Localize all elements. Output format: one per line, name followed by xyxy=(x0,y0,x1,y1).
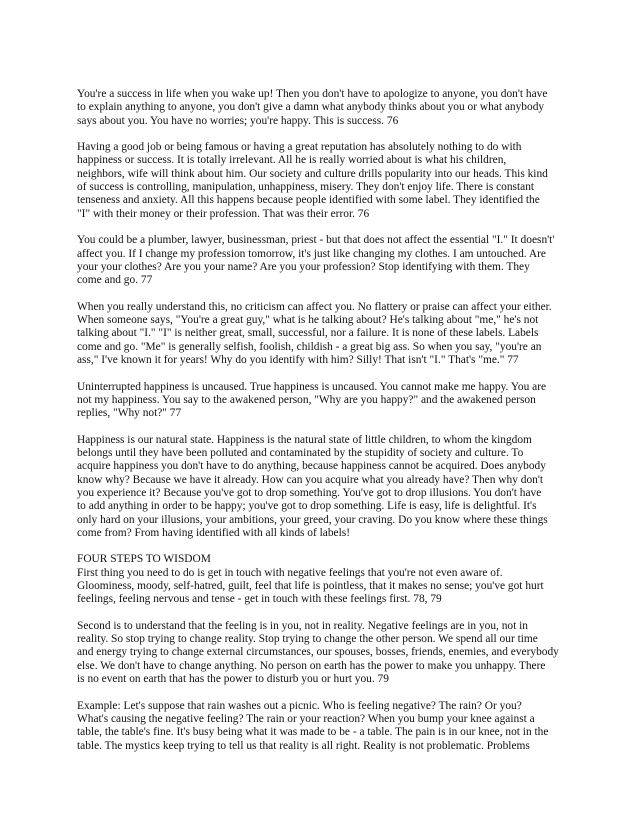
text-line: Example: Let's suppose that rain washes out a picnic. Who is feeling negative? The rain? Or you? xyxy=(77,699,522,712)
text-line: table. The mystics keep trying to tell us that reality is all right. Reality is not problematic. Problems xyxy=(77,739,530,752)
text-line: know why? Because we have it already. How can you acquire what you already have? Then why don't xyxy=(77,473,544,486)
text-line: else. We don't have to change anything. No person on earth has the power to make you unhappy. There xyxy=(77,659,546,672)
text-line: affect you. If I change my profession tomorrow, it's just like changing my clothes. I am untouched. Are xyxy=(77,247,546,260)
text-line: Uninterrupted happiness is uncaused. True happiness is uncaused. You cannot make me happy. You are xyxy=(77,380,547,393)
paragraph-example xyxy=(77,700,567,753)
text-line: Gloominess, moody, self-hatred, guilt, feel that life is pointless, that it makes no sense; you've got hurt xyxy=(77,579,544,592)
text-line: Happiness is our natural state. Happiness is the natural state of little children, to whom the kingdom xyxy=(77,433,532,446)
text-line: table, the table's fine. It's busy being what it was made to be - a table. The pain is in our knee, not in the xyxy=(77,726,549,739)
paragraph-criticism xyxy=(77,301,567,367)
text-line: When you really understand this, no criticism can affect you. No flattery or praise can affect your either. xyxy=(77,300,552,313)
text-line: ass," I've known it for years! Why do you identify with him? Silly! That isn't "I." That's "me." 77 xyxy=(77,353,519,366)
text-line: You could be a plumber, lawyer, businessman, priest - but that does not affect the essential "I." It doesn't' xyxy=(77,234,555,247)
text-line: neighbors, wife will think about him. Our society and culture drills popularity into our heads. This kind xyxy=(77,167,548,180)
text-line: happiness or success. It is totally irrelevant. All he is really worried about is what his children, xyxy=(77,154,507,167)
text-line: to explain anything to anyone, you don't give a damn what anybody thinks about you or what anybody xyxy=(77,101,545,114)
text-line: What's causing the negative feeling? The rain or your reaction? When you bump your knee against a xyxy=(77,712,535,725)
paragraph-uncaused xyxy=(77,381,567,421)
text-line: reality. So stop trying to change reality. Stop trying to change the other person. We spend all our time xyxy=(77,633,538,646)
text-line: come and go. 77 xyxy=(77,274,153,287)
paragraph-success xyxy=(77,88,567,128)
text-line: First thing you need to do is get in touch with negative feelings that you're not even aware of. xyxy=(77,566,503,579)
text-line: says about you. You have no worries; you're happy. This is success. 76 xyxy=(77,114,399,127)
text-line: you experience it? Because you've got to drop something. You've got to drop illusions. You don't have xyxy=(77,486,542,499)
text-line: of success is controlling, manipulation, unhappiness, misery. They don't enjoy life. There is constant xyxy=(77,181,535,194)
text-line: talking about "I." "I" is neither great, small, successful, nor a failure. It is none of these labels. Labels xyxy=(77,327,539,340)
text-line: replies, "Why not?" 77 xyxy=(77,407,182,420)
text-line: When someone says, "You're a great guy," what is he talking about? He's talking about "me," he's not xyxy=(77,314,539,327)
text-line: come from? From having identified with all kinds of labels! xyxy=(77,526,350,539)
paragraph-second-step xyxy=(77,620,567,686)
text-line: tenseness and anxiety. All this happens because people identified with some label. They identified the xyxy=(77,194,540,207)
text-line: Second is to understand that the feeling is in you, not in reality. Negative feelings are in you, not in xyxy=(77,619,528,632)
text-line: to add anything in order to be happy; you've got to drop something. Life is easy, life is delightful. It's xyxy=(77,500,537,513)
text-line: "I" with their money or their profession. That was their error. 76 xyxy=(77,207,370,220)
text-line: feelings, feeling nervous and tense - get in touch with these feelings first. 78, 79 xyxy=(77,593,442,606)
text-line: You're a success in life when you wake up! Then you don't have to apologize to anyone, you don't have xyxy=(77,88,548,100)
section-four-steps xyxy=(77,553,567,606)
text-line: belongs until they have been polluted and contaminated by the stupidity of society and culture. To xyxy=(77,447,524,460)
text-line: and energy trying to change external circumstances, our spouses, bosses, friends, enemies, and everybody xyxy=(77,646,559,659)
text-line: come and go. "Me" is generally selfish, foolish, childish - a great big ass. So when you say, "you're an xyxy=(77,340,542,353)
text-line: Having a good job or being famous or having a great reputation has absolutely nothing to do with xyxy=(77,141,522,154)
document-page xyxy=(77,88,567,766)
paragraph-profession xyxy=(77,234,567,287)
text-line: only hard on your illusions, your ambitions, your greed, your craving. Do you know where these things xyxy=(77,513,548,526)
text-line: is no event on earth that has the power to disturb you or hurt you. 79 xyxy=(77,673,389,686)
text-line: your your clothes? Are you your name? Are you your profession? Stop identifying with them. They xyxy=(77,260,530,273)
paragraph-natural-state xyxy=(77,434,567,540)
text-line: not my happiness. You say to the awakened person, "Why are you happy?" and the awakened person xyxy=(77,393,536,406)
text-line: acquire happiness you don't have to do anything, because happiness cannot be acquired. Does anybody xyxy=(77,460,546,473)
paragraph-good-job xyxy=(77,141,567,221)
section-heading: FOUR STEPS TO WISDOM xyxy=(77,553,211,566)
